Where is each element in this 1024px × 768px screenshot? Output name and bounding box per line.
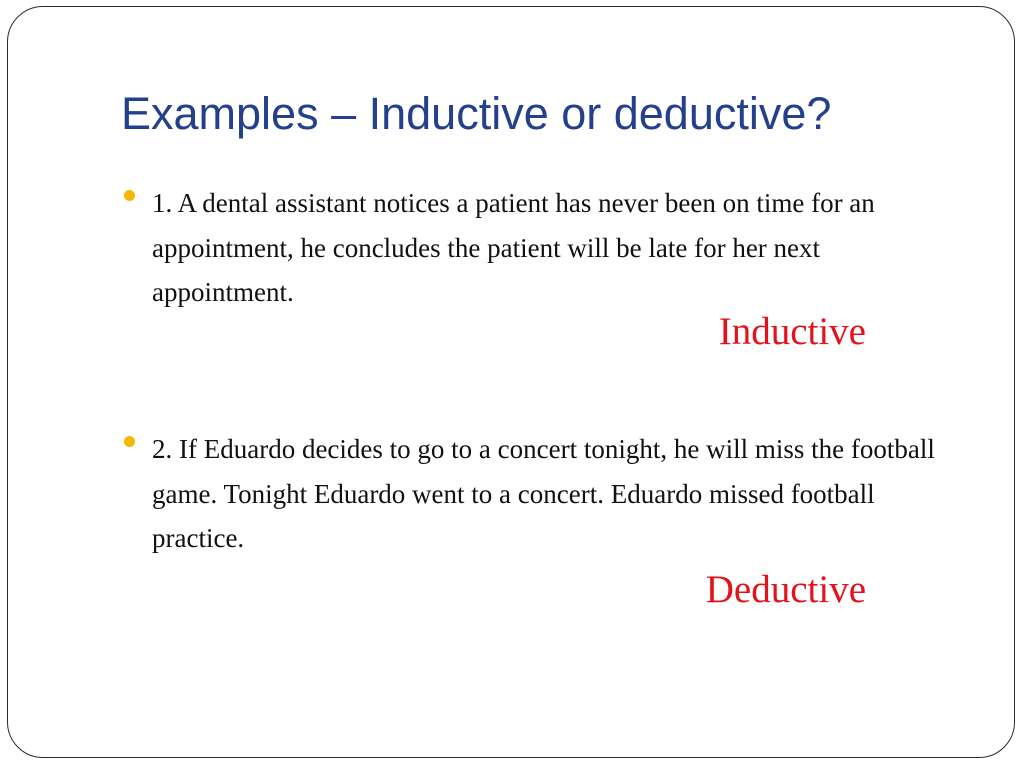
bullet-text-1: 1. A dental assistant notices a patient has never been on time for an appointment, he concludes the patient will be late for her next appointment. — [152, 188, 875, 307]
bullet-item-1 — [124, 181, 964, 315]
slide — [7, 6, 1015, 758]
bullet-item-2 — [124, 427, 964, 561]
bullet-dot-icon — [124, 436, 135, 447]
bullet-text-2: 2. If Eduardo decides to go to a concert tonight, he will miss the football game. Tonight Eduardo went to a concert. Eduardo missed football practice. — [152, 434, 935, 553]
answer-inductive: Inductive — [718, 310, 866, 353]
answer-deductive: Deductive — [705, 568, 866, 611]
bullet-dot-icon — [124, 190, 135, 201]
slide-title: Examples – Inductive or deductive? — [121, 88, 832, 139]
